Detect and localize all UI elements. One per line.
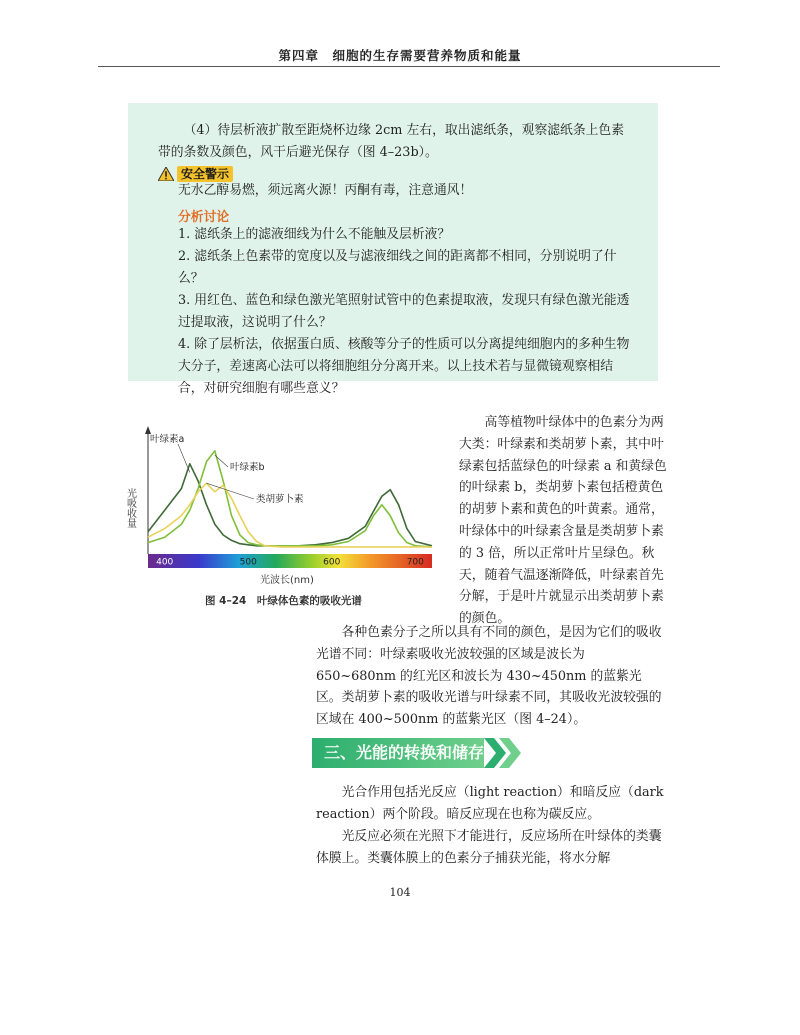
safety-text: 无水乙醇易燃，须远离火源！丙酮有毒，注意通风！ xyxy=(178,183,473,198)
x-axis-label: 光波长(nm) xyxy=(260,575,314,586)
figure-caption: 图 4–24 叶绿体色素的吸收光谱 xyxy=(205,595,362,607)
discussion-title: 分析讨论 xyxy=(178,210,230,225)
x-tick-label: 400 xyxy=(156,557,174,568)
y-axis-arrow xyxy=(145,426,151,434)
spectrum-bar xyxy=(148,554,432,568)
x-tick-label: 500 xyxy=(239,557,257,568)
discussion-questions xyxy=(178,224,638,400)
section-paragraph: 光反应必须在光照下才能进行，反应场所在叶绿体的类囊体膜上。类囊体膜上的色素分子捕获光能，将水分解 xyxy=(316,829,662,866)
series-leader-line xyxy=(215,455,228,467)
section-paragraph: 光合作用包括光反应（light reaction）和暗反应（dark reaction）两个阶段。暗反应现在也称为碳反应。 xyxy=(316,785,664,822)
series-label: 叶绿素b xyxy=(230,462,265,473)
series-label: 叶绿素a xyxy=(150,434,185,445)
y-axis-label: 光吸收量 xyxy=(124,488,136,528)
header-rule xyxy=(98,66,720,67)
experiment-step-4: （4）待层析液扩散至距烧杯边缘 2cm 左右，取出滤纸条，观察滤纸条上色素带的条数及颜色，风干后避光保存（图 4–23b）。 xyxy=(158,123,625,160)
chevron-right-icon xyxy=(484,738,524,768)
warning-triangle-icon xyxy=(158,167,174,181)
page-number: 104 xyxy=(389,886,411,899)
question-item: 2. 滤纸条上色素带的宽度以及与滤液细线之间的距离都不相同，分别说明了什么？ xyxy=(178,249,617,286)
x-tick-label: 700 xyxy=(406,557,424,568)
chapter-header: 第四章 细胞的生存需要营养物质和能量 xyxy=(278,48,522,63)
x-tick-label: 600 xyxy=(323,557,341,568)
question-item: 4. 除了层析法，依据蛋白质、核酸等分子的性质可以分离提纯细胞内的多种生物大分子，差速离心法可以将细胞组分分离开来。以上技术若与显微镜观察相结合，对研究细胞有哪些意义？ xyxy=(178,337,630,396)
safety-label: 安全警示 xyxy=(177,166,233,182)
question-item: 1. 滤纸条上的滤液细线为什么不能触及层析液？ xyxy=(178,227,451,242)
section-title: 三、光能的转换和储存 xyxy=(312,738,484,768)
series-label: 类胡萝卜素 xyxy=(256,494,304,505)
series-leader-line xyxy=(178,444,190,472)
question-item: 3. 用红色、蓝色和绿色激光笔照射试管中的色素提取液，发现只有绿色激光能透过提取液，这说明了什么？ xyxy=(178,293,630,330)
body-paragraph: 各种色素分子之所以具有不同的颜色，是因为它们的吸收光谱不同：叶绿素吸收光波较强的区域是波长为 650~680nm 的红光区和波长为 430~450nm 的蓝紫光区。类胡萝卜素的吸收光谱与叶绿素不同，其吸收光波较强的区域在 400~500nm 的蓝紫光区（图 4–24）。 xyxy=(316,625,662,728)
side-paragraph: 高等植物叶绿体中的色素分为两大类：叶绿素和类胡萝卜素，其中叶绿素包括蓝绿色的叶绿素 a 和黄绿色的叶绿素 b，类胡萝卜素包括橙黄色的胡萝卜素和黄色的叶黄素。通常，叶绿体中的叶绿素含量是类胡萝卜素的 3 倍，所以正常叶片呈绿色。秋天，随着气温逐渐降低，叶绿素首先分解，于是叶片就显示出类胡萝卜素的颜色。 xyxy=(459,415,667,627)
absorption-spectrum-chart xyxy=(120,418,450,588)
